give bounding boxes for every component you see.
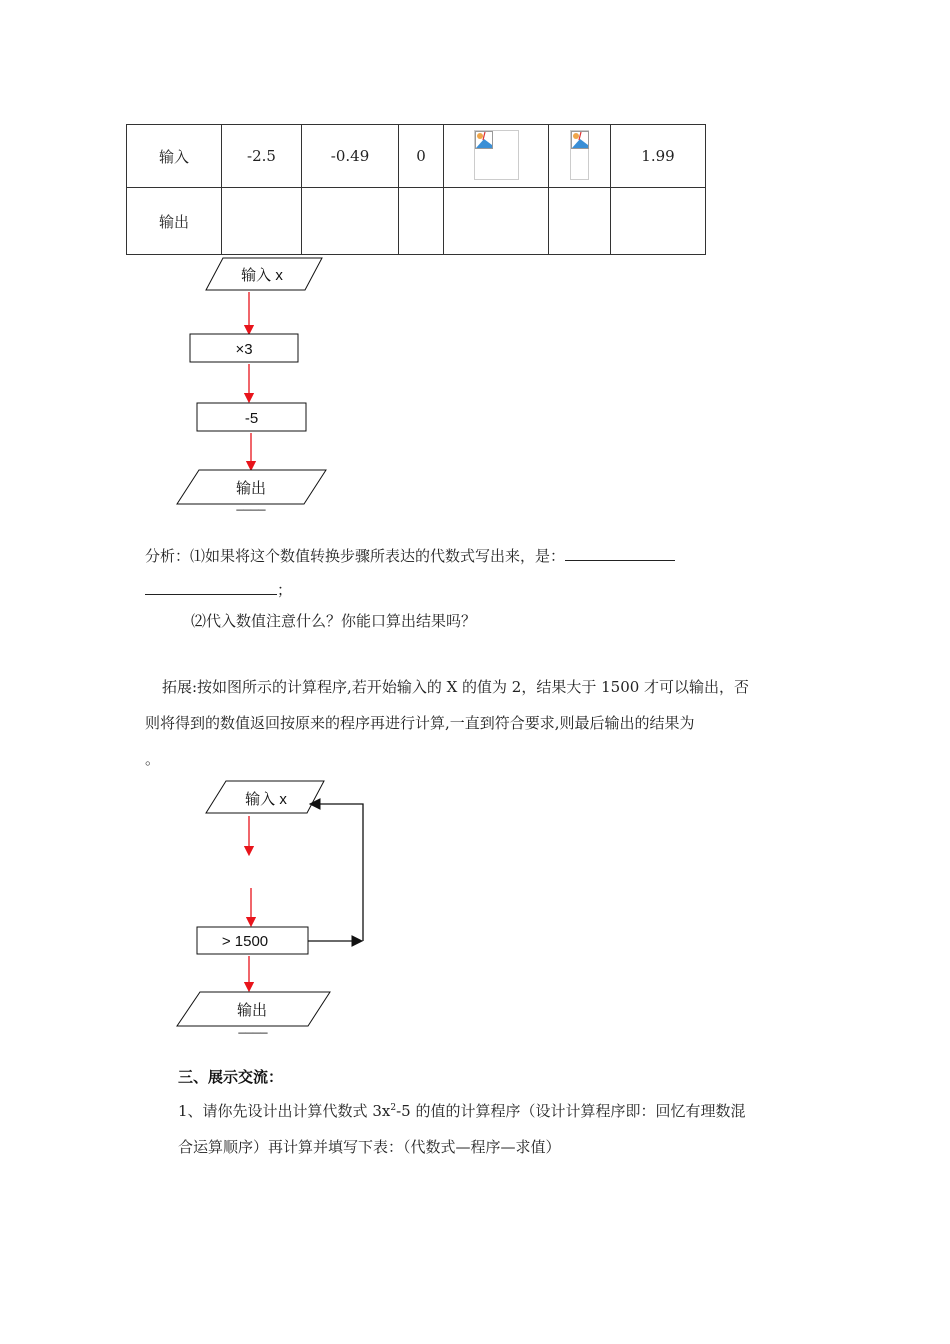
flow2-output-label: 输出 (236, 1002, 267, 1019)
analysis-line-1b (145, 578, 292, 600)
input-cell: -2.5 (222, 125, 302, 188)
section3-line-2: 合运算顺序）再计算并填写下表：（代数式—程序—求值） (178, 1138, 561, 1156)
flow2-condition-label: ˃ 1500 (221, 933, 269, 950)
flow1-subtract-label: -5 (244, 410, 259, 427)
flow2-output-blank: ____ (238, 1019, 268, 1034)
section-heading: 三、展示交流： (178, 1068, 284, 1086)
exponent: 2 (390, 1103, 397, 1113)
extension-line-1: 拓展:按如图所示的计算程序,若开始输入的 X 的值为 2，结果大于 1500 才可以输出，否 (162, 678, 750, 696)
section3-line-1 (178, 1100, 745, 1121)
flow2-input-label: 输入 x (245, 791, 287, 808)
flow1-input-label: 输入 x (241, 267, 283, 284)
analysis-question-2: ⑵代入数值注意什么？你能口算出结果吗？ (191, 612, 477, 630)
input-cell: 0 (399, 125, 444, 188)
analysis-question-1: 分析：⑴如果将这个数值转换步骤所表达的代数式写出来，是： (145, 547, 566, 565)
output-row-label: 输出 (127, 188, 222, 255)
analysis-semicolon: ； (277, 581, 293, 599)
answer-blank (145, 578, 277, 595)
input-row-label: 输入 (127, 125, 222, 188)
section3-text: 1、请你先设计出计算代数式 3x (178, 1102, 391, 1120)
flow2-loop-line (314, 804, 363, 941)
section3-text: -5 的值的计算程序（设计计算程序即：回忆有理数混 (396, 1102, 746, 1120)
flow1-output-label: 输出 (235, 480, 266, 497)
analysis-line-1 (145, 544, 675, 566)
input-cell: -0.49 (302, 125, 399, 188)
extension-line-2: 则将得到的数值返回按原来的程序再进行计算,一直到符合要求,则最后输出的结果为 (145, 714, 695, 732)
extension-line-3: 。 (145, 750, 161, 768)
flow1-multiply-label: ×3 (235, 341, 253, 358)
answer-blank (565, 544, 675, 561)
flow1-output-blank: ____ (236, 496, 266, 511)
input-cell: 1.99 (611, 125, 706, 188)
